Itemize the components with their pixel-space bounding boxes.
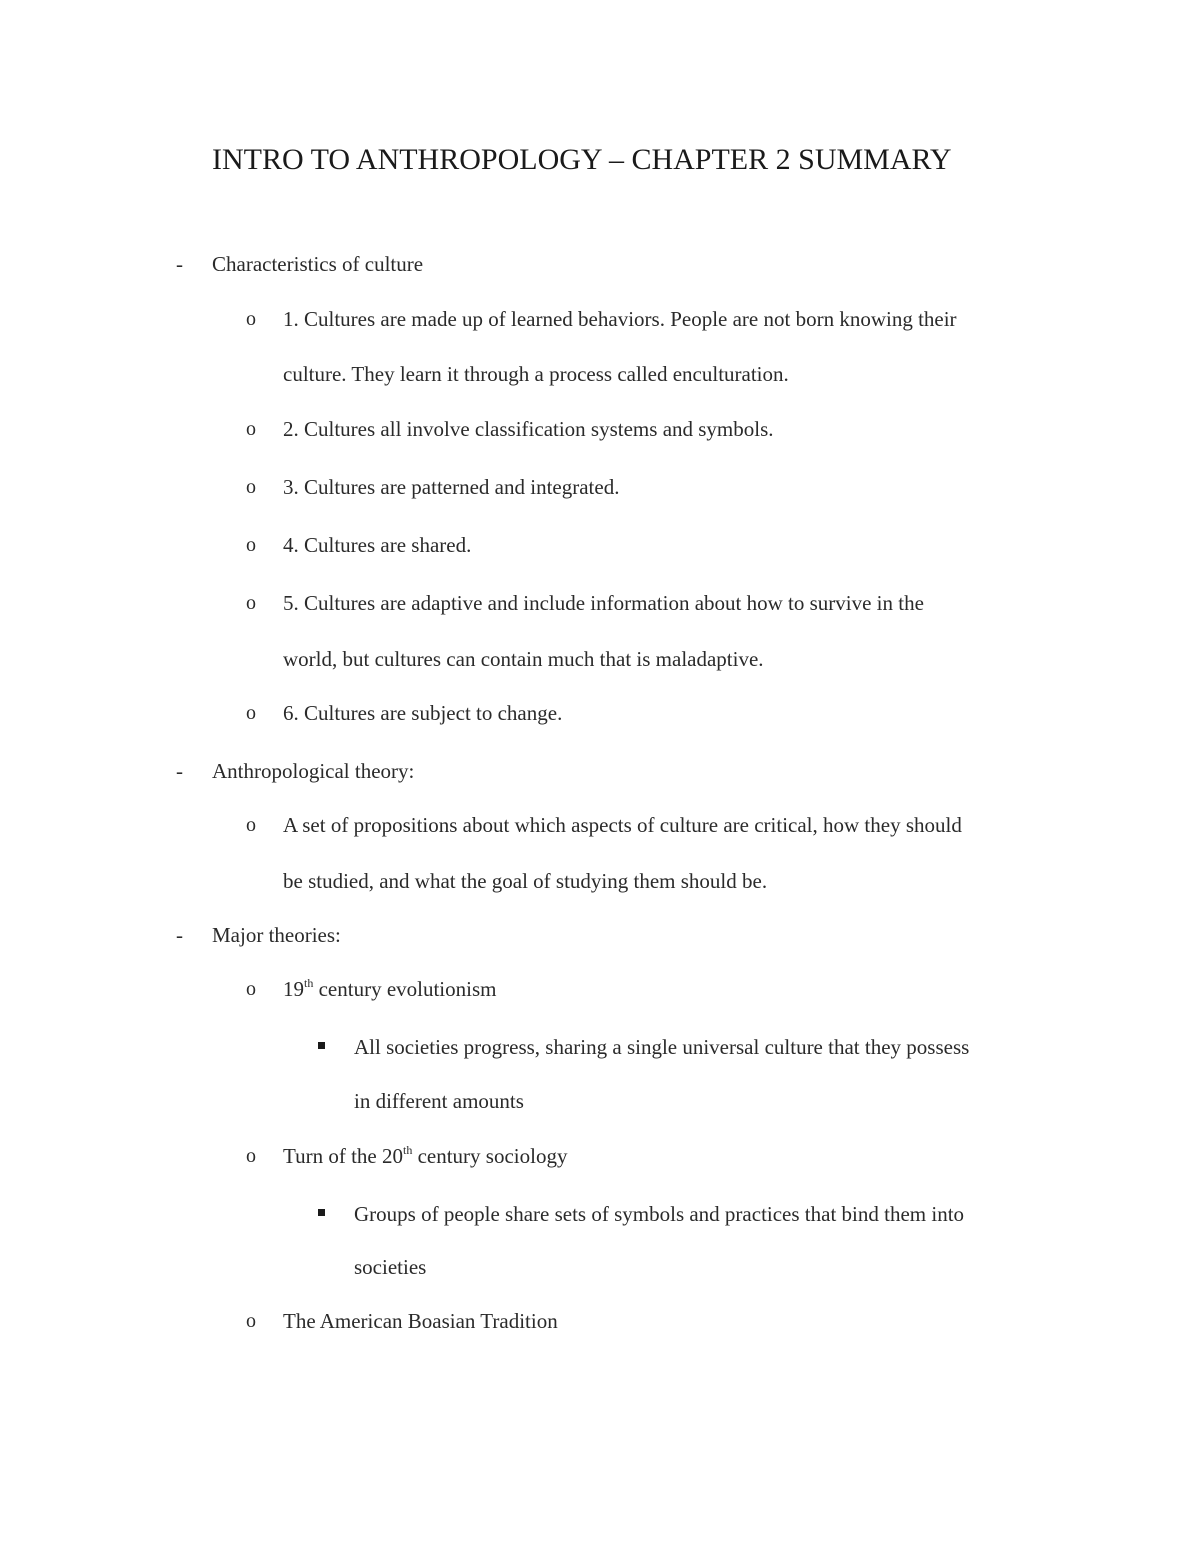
list-item <box>283 975 496 1003</box>
section-heading: Anthropological theory: <box>212 759 415 783</box>
dash-bullet: - <box>176 923 183 947</box>
circle-bullet: o <box>246 1310 256 1332</box>
square-bullet <box>318 1042 325 1049</box>
theory-name-start: 19 <box>283 977 304 1001</box>
ordinal-suffix: th <box>402 1143 413 1157</box>
circle-bullet: o <box>246 592 256 614</box>
list-item: 2. Cultures all involve classification systems and symbols. <box>283 417 774 441</box>
circle-bullet: o <box>246 978 256 1000</box>
circle-bullet: o <box>246 1145 256 1167</box>
list-item-continuation: culture. They learn it through a process called enculturation. <box>283 362 789 386</box>
square-bullet <box>318 1209 325 1216</box>
circle-bullet: o <box>246 702 256 724</box>
sub-list-item-continuation: societies <box>354 1255 427 1279</box>
list-item: A set of propositions about which aspects of culture are critical, how they should <box>283 813 962 837</box>
theory-name-end: century sociology <box>412 1144 568 1168</box>
list-item: 4. Cultures are shared. <box>283 533 472 557</box>
theory-name-end: century evolutionism <box>313 977 497 1001</box>
circle-bullet: o <box>246 418 256 440</box>
section-heading: Characteristics of culture <box>212 252 424 276</box>
list-item-continuation: be studied, and what the goal of studying them should be. <box>283 869 768 893</box>
circle-bullet: o <box>246 476 256 498</box>
list-item: 6. Cultures are subject to change. <box>283 701 563 725</box>
list-item: 5. Cultures are adaptive and include information about how to survive in the <box>283 591 924 615</box>
circle-bullet: o <box>246 814 256 836</box>
list-item: 1. Cultures are made up of learned behaviors. People are not born knowing their <box>283 307 957 331</box>
sub-list-item: Groups of people share sets of symbols and practices that bind them into <box>354 1202 965 1226</box>
dash-bullet: - <box>176 252 183 276</box>
sub-list-item: All societies progress, sharing a single universal culture that they possess <box>354 1035 970 1059</box>
list-item: 3. Cultures are patterned and integrated. <box>283 475 620 499</box>
list-item: The American Boasian Tradition <box>283 1309 558 1333</box>
section-heading: Major theories: <box>212 923 341 947</box>
ordinal-suffix: th <box>304 976 314 990</box>
circle-bullet: o <box>246 308 256 330</box>
dash-bullet: - <box>176 759 183 783</box>
theory-name-start: Turn of the 20 <box>283 1144 403 1168</box>
circle-bullet: o <box>246 534 256 556</box>
list-item-continuation: world, but cultures can contain much that is maladaptive. <box>283 647 764 671</box>
document-title: INTRO TO ANTHROPOLOGY – CHAPTER 2 SUMMARY <box>212 143 952 176</box>
list-item <box>283 1142 567 1170</box>
sub-list-item-continuation: in different amounts <box>354 1089 524 1113</box>
